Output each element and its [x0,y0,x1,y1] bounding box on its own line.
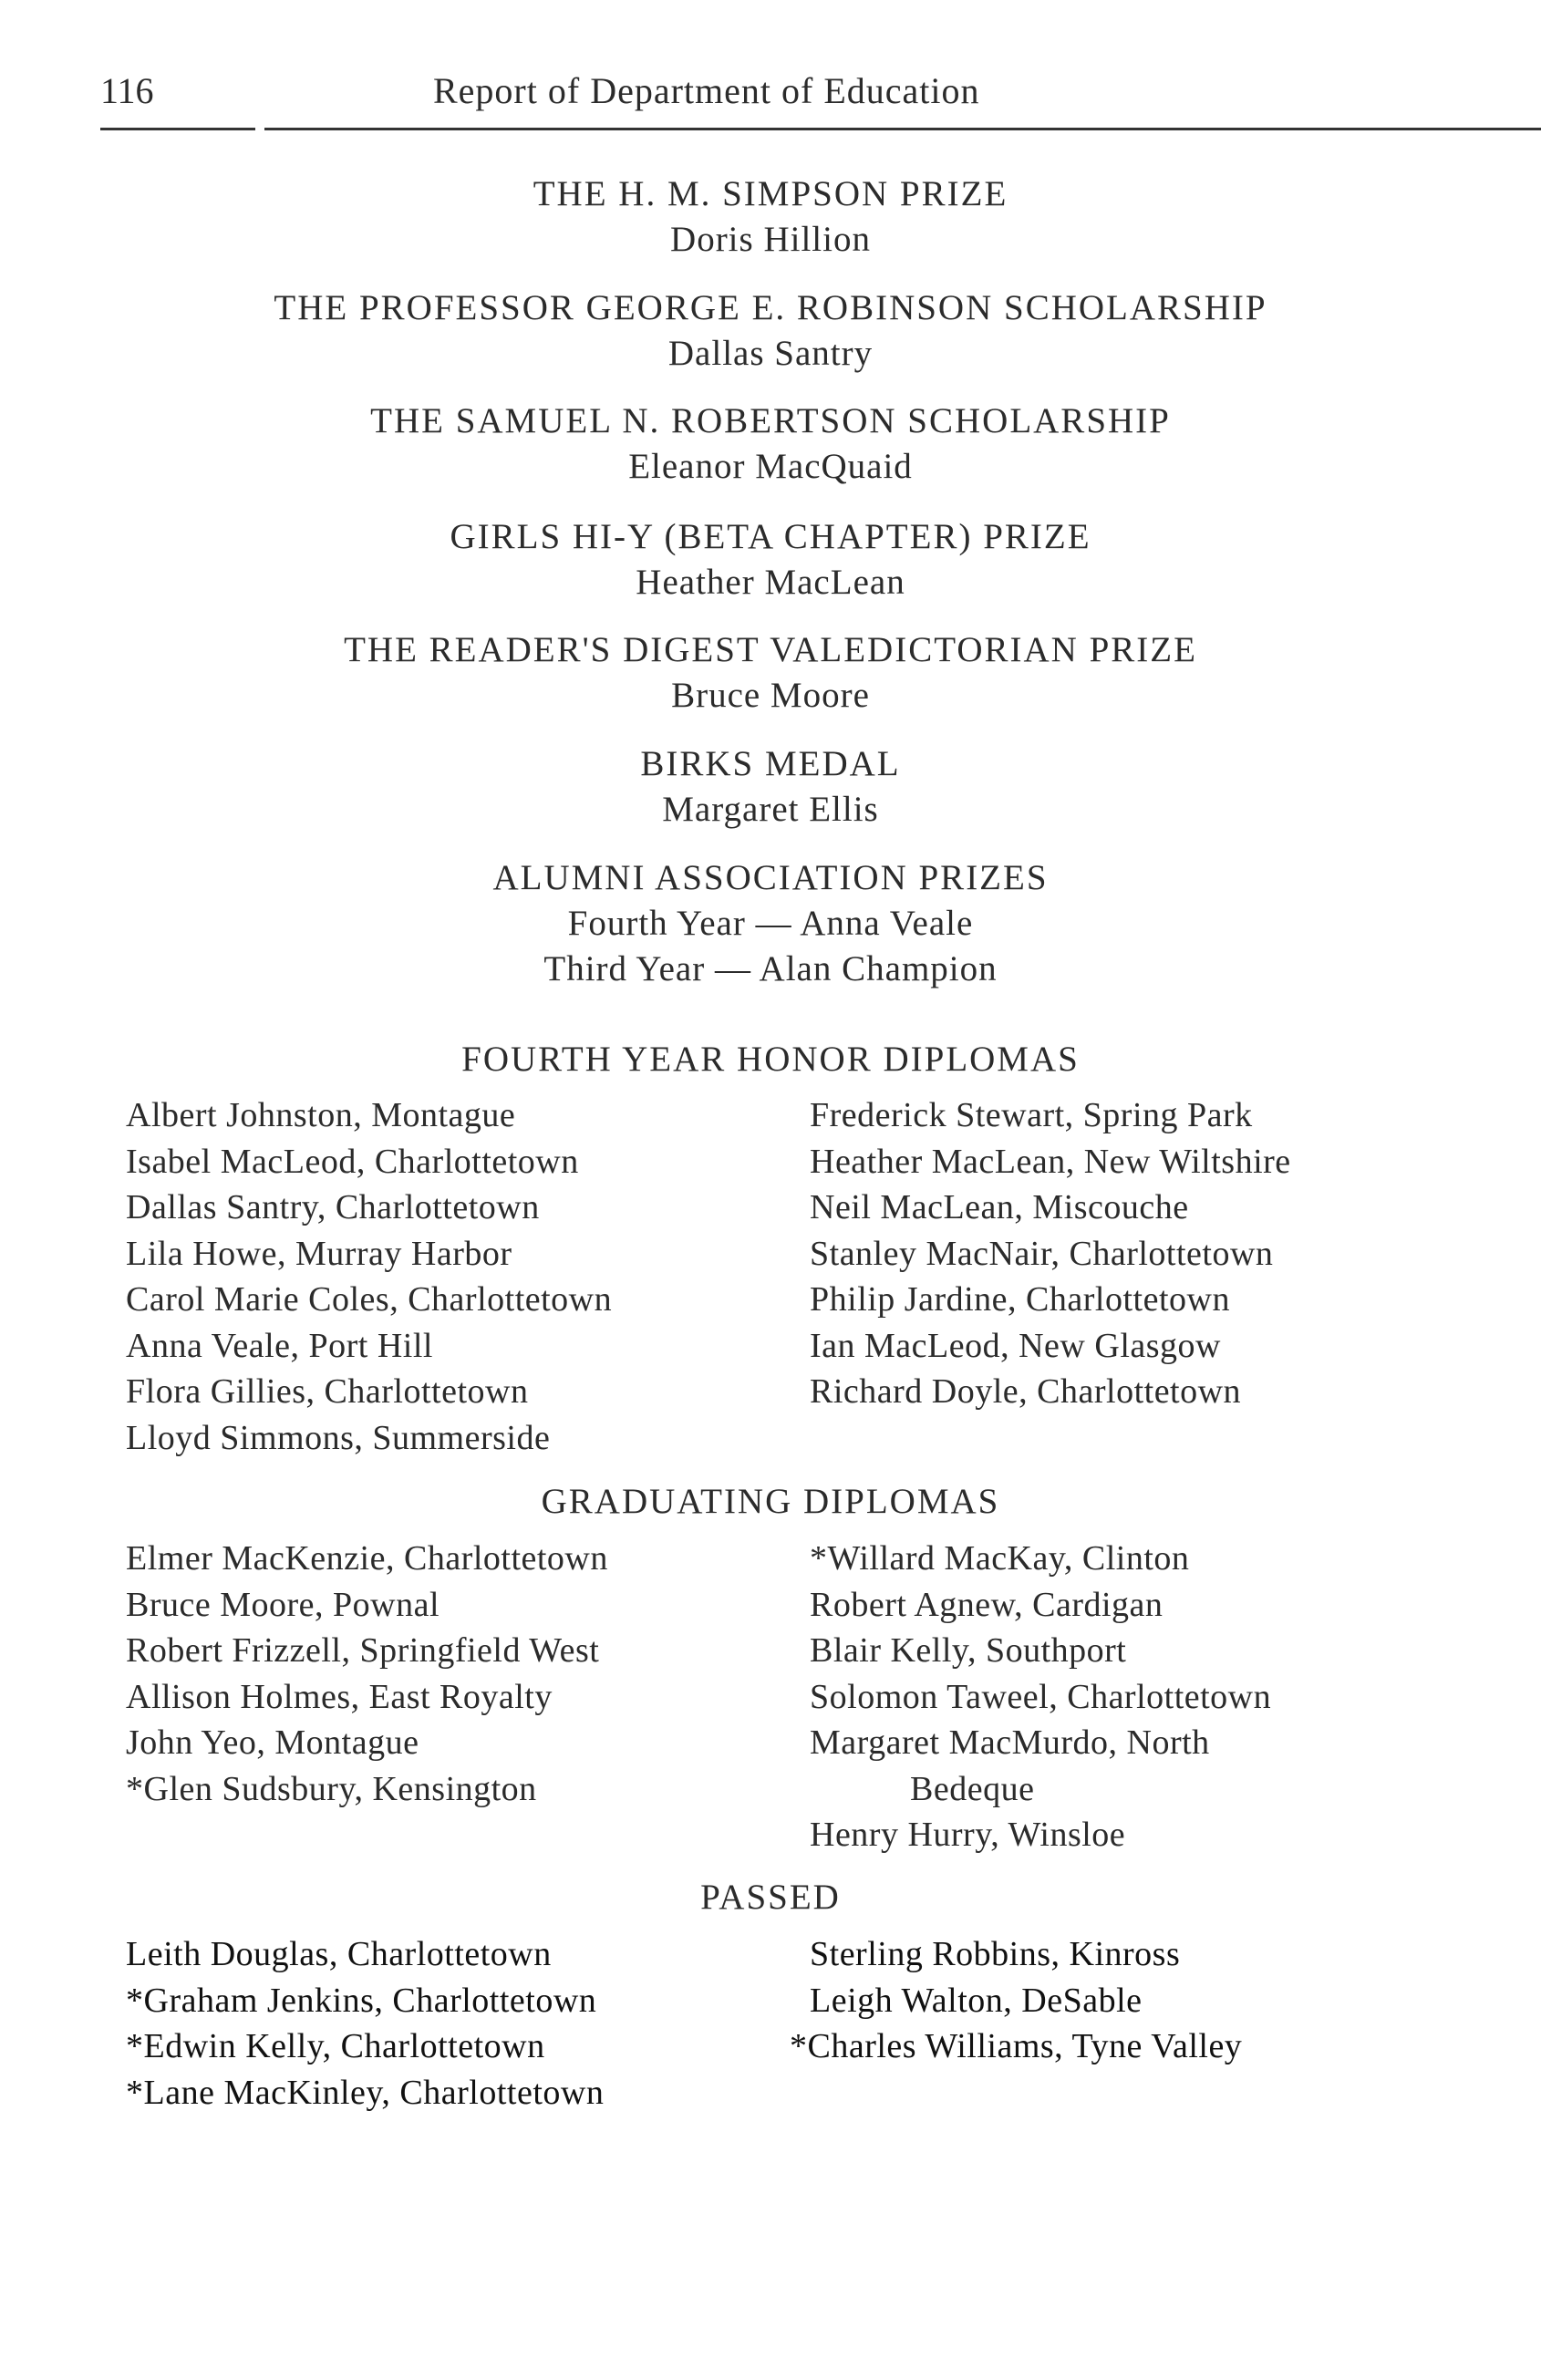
honor-diplomas-right-column [810,1092,1291,1415]
passed-left-column [126,1931,604,2116]
list-item: Dallas Santry, Charlottetown [126,1188,540,1226]
award-recipient: Fourth Year — Anna Veale [567,904,974,943]
list-item: Isabel MacLeod, Charlottetown [126,1142,579,1181]
list-item: Carol Marie Coles, Charlottetown [126,1280,613,1319]
graduating-diplomas-heading: GRADUATING DIPLOMAS [541,1482,1000,1521]
list-item: Robert Agnew, Cardigan [810,1585,1164,1624]
honor-diplomas-heading: FOURTH YEAR HONOR DIPLOMAS [461,1040,1080,1079]
list-item: Robert Frizzell, Springfield West [126,1631,600,1670]
list-item: Sterling Robbins, Kinross [810,1935,1181,1973]
list-item: Ian MacLeod, New Glasgow [810,1326,1221,1365]
award-readers-digest-prize [0,627,1541,719]
list-item: Anna Veale, Port Hill [126,1326,433,1365]
list-item: Leith Douglas, Charlottetown [126,1935,552,1973]
running-title: Report of Department of Education [433,70,980,111]
list-item: *Charles Williams, Tyne Valley [790,2027,1243,2065]
list-item: Elmer MacKenzie, Charlottetown [126,1539,608,1578]
list-item: Neil MacLean, Miscouche [810,1188,1189,1226]
header-rule-right [264,128,1541,130]
list-item: Allison Holmes, East Royalty [126,1677,553,1716]
award-title: THE SAMUEL N. ROBERTSON SCHOLARSHIP [370,401,1171,440]
award-title: THE READER'S DIGEST VALEDICTORIAN PRIZE [344,630,1197,669]
passed-right-column [790,1931,1243,2070]
award-title: ALUMNI ASSOCIATION PRIZES [492,858,1049,897]
award-title: THE H. M. SIMPSON PRIZE [533,174,1008,213]
award-title: THE PROFESSOR GEORGE E. ROBINSON SCHOLARSHIP [274,288,1267,327]
list-item: John Yeo, Montague [126,1723,419,1762]
graduating-diplomas-right-column [810,1536,1271,1858]
list-item: Henry Hurry, Winsloe [810,1816,1126,1854]
honor-diplomas-left-column [126,1092,612,1461]
page-header [100,64,1477,128]
list-item: *Edwin Kelly, Charlottetown [126,2027,545,2065]
list-item: Stanley MacNair, Charlottetown [810,1234,1274,1273]
list-item: *Willard MacKay, Clinton [810,1539,1190,1578]
graduating-diplomas-left-column [126,1536,608,1812]
list-item: Lloyd Simmons, Summerside [126,1418,551,1457]
list-item: *Graham Jenkins, Charlottetown [126,1981,597,2020]
list-item: Blair Kelly, Southport [810,1631,1127,1670]
list-item: Philip Jardine, Charlottetown [810,1280,1230,1319]
award-alumni-prizes [0,855,1541,992]
list-item: Frederick Stewart, Spring Park [810,1096,1253,1134]
list-item: Lila Howe, Murray Harbor [126,1234,512,1273]
list-item: Leigh Walton, DeSable [810,1981,1143,2020]
list-item: *Lane MacKinley, Charlottetown [126,2073,605,2112]
list-item: Albert Johnston, Montague [126,1096,516,1134]
award-title: GIRLS HI-Y (BETA CHAPTER) PRIZE [450,517,1091,556]
award-recipient: Dallas Santry [667,334,874,373]
award-recipient: Heather MacLean [636,563,905,602]
passed-heading: PASSED [700,1878,841,1917]
award-simpson-prize [0,171,1541,263]
award-recipient: Margaret Ellis [662,790,879,829]
page-number: 116 [100,70,154,111]
list-item: Solomon Taweel, Charlottetown [810,1677,1272,1716]
list-item: Bruce Moore, Pownal [126,1585,440,1624]
award-recipient: Doris Hillion [670,220,871,259]
award-birks-medal [0,741,1541,833]
award-recipient: Bruce Moore [671,676,870,715]
list-item: Flora Gillies, Charlottetown [126,1372,529,1411]
award-recipient: Eleanor MacQuaid [628,447,913,486]
award-recipient: Third Year — Alan Champion [543,949,998,988]
list-item: Richard Doyle, Charlottetown [810,1372,1242,1411]
award-title: BIRKS MEDAL [640,744,901,783]
award-robinson-scholarship [0,285,1541,377]
list-item-continuation: Bedeque [910,1769,1035,1808]
award-robertson-scholarship [0,398,1541,490]
list-item: Heather MacLean, New Wiltshire [810,1142,1291,1181]
header-rule-left [100,128,255,130]
list-item: *Glen Sudsbury, Kensington [126,1769,537,1808]
award-hi-y-prize [0,514,1541,605]
list-item: Margaret MacMurdo, North [810,1723,1210,1762]
